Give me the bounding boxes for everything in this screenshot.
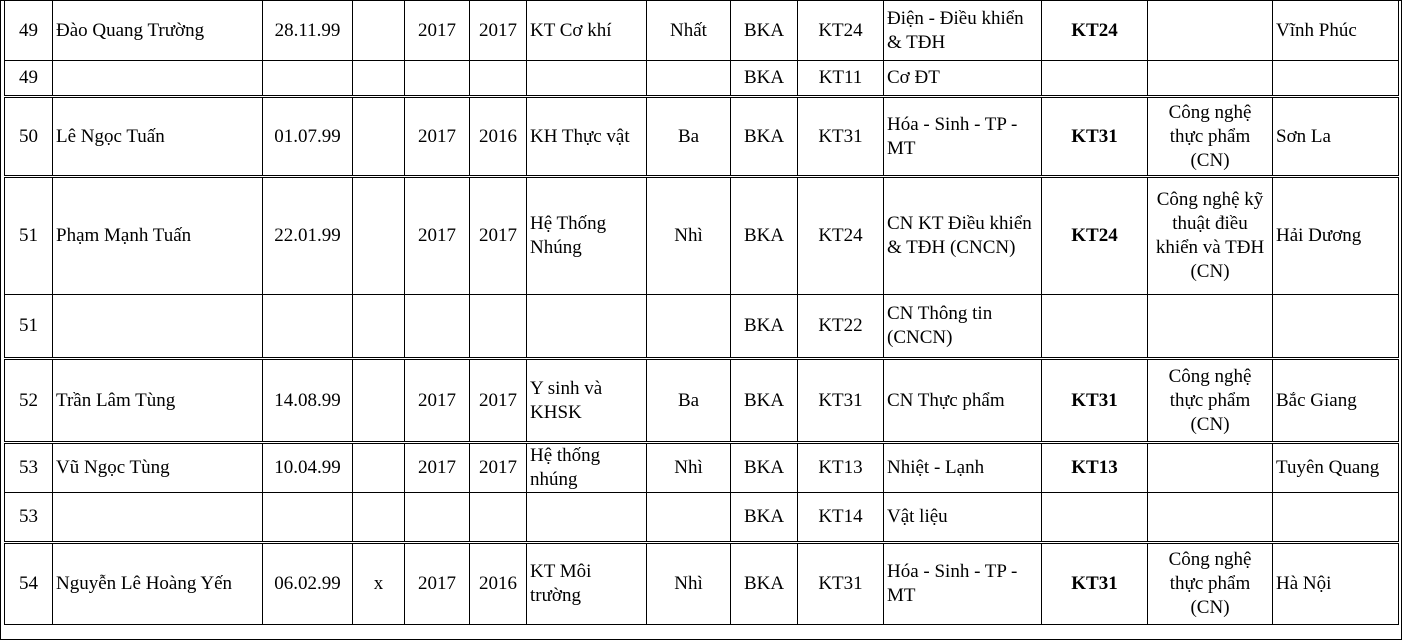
major-cell: KT Cơ khí xyxy=(527,1,647,61)
province-cell: Tuyên Quang xyxy=(1273,443,1399,493)
year2-cell: 2017 xyxy=(470,177,527,295)
province-cell xyxy=(1273,295,1399,359)
prize-cell: Ba xyxy=(647,97,731,177)
code-cell: KT24 xyxy=(798,1,884,61)
province-cell: Hà Nội xyxy=(1273,543,1399,625)
year1-cell xyxy=(405,61,470,97)
year1-cell: 2017 xyxy=(405,177,470,295)
school-cell: BKA xyxy=(731,543,798,625)
province-cell: Sơn La xyxy=(1273,97,1399,177)
program-cell: Hóa - Sinh - TP - MT xyxy=(884,543,1042,625)
year2-cell: 2017 xyxy=(470,359,527,443)
school-cell: BKA xyxy=(731,1,798,61)
stt-cell: 54 xyxy=(5,543,53,625)
mark-cell xyxy=(353,97,405,177)
name-cell: Nguyễn Lê Hoàng Yến xyxy=(53,543,263,625)
school-cell: BKA xyxy=(731,97,798,177)
mark-cell xyxy=(353,359,405,443)
stt-cell: 49 xyxy=(5,1,53,61)
school-cell: BKA xyxy=(731,493,798,543)
chosen-cell xyxy=(1042,61,1148,97)
table-row xyxy=(5,295,1399,359)
mark-cell xyxy=(353,177,405,295)
prize-cell: Nhì xyxy=(647,543,731,625)
name-cell: Trần Lâm Tùng xyxy=(53,359,263,443)
prize-cell xyxy=(647,493,731,543)
chosen-cell: KT31 xyxy=(1042,543,1148,625)
major-cell: KT Môi trường xyxy=(527,543,647,625)
year2-cell xyxy=(470,493,527,543)
major-cell xyxy=(527,61,647,97)
code-cell: KT11 xyxy=(798,61,884,97)
stt-cell: 53 xyxy=(5,493,53,543)
year2-cell xyxy=(470,61,527,97)
name-cell xyxy=(53,295,263,359)
table-row xyxy=(5,359,1399,443)
dob-cell: 22.01.99 xyxy=(263,177,353,295)
dob-cell xyxy=(263,295,353,359)
year1-cell: 2017 xyxy=(405,543,470,625)
program-cell: CN KT Điều khiển & TĐH (CNCN) xyxy=(884,177,1042,295)
school-cell: BKA xyxy=(731,443,798,493)
code-cell: KT13 xyxy=(798,443,884,493)
prize-cell xyxy=(647,61,731,97)
program-cell: Điện - Điều khiển & TĐH xyxy=(884,1,1042,61)
prize-cell: Nhì xyxy=(647,443,731,493)
province-cell xyxy=(1273,493,1399,543)
code-cell: KT24 xyxy=(798,177,884,295)
table-row xyxy=(5,61,1399,97)
stt-cell: 49 xyxy=(5,61,53,97)
year2-cell: 2017 xyxy=(470,1,527,61)
mark-cell xyxy=(353,493,405,543)
school-cell: BKA xyxy=(731,177,798,295)
major-cell xyxy=(527,493,647,543)
program-cell: Vật liệu xyxy=(884,493,1042,543)
mark-cell: x xyxy=(353,543,405,625)
code-cell: KT14 xyxy=(798,493,884,543)
alt-program-cell xyxy=(1148,295,1273,359)
program-cell: Cơ ĐT xyxy=(884,61,1042,97)
alt-program-cell: Công nghệ thực phẩm (CN) xyxy=(1148,359,1273,443)
major-cell: Hệ Thống Nhúng xyxy=(527,177,647,295)
name-cell xyxy=(53,61,263,97)
mark-cell xyxy=(353,61,405,97)
province-cell: Vĩnh Phúc xyxy=(1273,1,1399,61)
mark-cell xyxy=(353,443,405,493)
prize-cell: Ba xyxy=(647,359,731,443)
dob-cell xyxy=(263,493,353,543)
dob-cell: 10.04.99 xyxy=(263,443,353,493)
school-cell: BKA xyxy=(731,61,798,97)
year1-cell: 2017 xyxy=(405,359,470,443)
school-cell: BKA xyxy=(731,359,798,443)
major-cell: Y sinh và KHSK xyxy=(527,359,647,443)
chosen-cell xyxy=(1042,295,1148,359)
year1-cell: 2017 xyxy=(405,1,470,61)
name-cell xyxy=(53,493,263,543)
stt-cell: 53 xyxy=(5,443,53,493)
table-row xyxy=(5,97,1399,177)
stt-cell: 51 xyxy=(5,177,53,295)
year2-cell: 2016 xyxy=(470,543,527,625)
chosen-cell: KT24 xyxy=(1042,177,1148,295)
alt-program-cell xyxy=(1148,1,1273,61)
chosen-cell: KT31 xyxy=(1042,359,1148,443)
school-cell: BKA xyxy=(731,295,798,359)
alt-program-cell xyxy=(1148,493,1273,543)
dob-cell: 01.07.99 xyxy=(263,97,353,177)
year2-cell: 2017 xyxy=(470,443,527,493)
prize-cell: Nhất xyxy=(647,1,731,61)
mark-cell xyxy=(353,1,405,61)
name-cell: Vũ Ngọc Tùng xyxy=(53,443,263,493)
program-cell: CN Thông tin (CNCN) xyxy=(884,295,1042,359)
year1-cell: 2017 xyxy=(405,443,470,493)
code-cell: KT31 xyxy=(798,543,884,625)
prize-cell: Nhì xyxy=(647,177,731,295)
program-cell: Hóa - Sinh - TP - MT xyxy=(884,97,1042,177)
code-cell: KT31 xyxy=(798,97,884,177)
table-row xyxy=(5,1,1399,61)
year1-cell xyxy=(405,295,470,359)
year2-cell: 2016 xyxy=(470,97,527,177)
prize-cell xyxy=(647,295,731,359)
dob-cell: 06.02.99 xyxy=(263,543,353,625)
table-row xyxy=(5,177,1399,295)
student-table xyxy=(4,0,1399,625)
table-row xyxy=(5,443,1399,493)
dob-cell: 14.08.99 xyxy=(263,359,353,443)
year1-cell: 2017 xyxy=(405,97,470,177)
alt-program-cell: Công nghệ thực phẩm (CN) xyxy=(1148,543,1273,625)
province-cell: Hải Dương xyxy=(1273,177,1399,295)
chosen-cell: KT13 xyxy=(1042,443,1148,493)
stt-cell: 52 xyxy=(5,359,53,443)
name-cell: Phạm Mạnh Tuấn xyxy=(53,177,263,295)
table-row xyxy=(5,493,1399,543)
name-cell: Lê Ngọc Tuấn xyxy=(53,97,263,177)
major-cell: Hệ thống nhúng xyxy=(527,443,647,493)
major-cell: KH Thực vật xyxy=(527,97,647,177)
dob-cell: 28.11.99 xyxy=(263,1,353,61)
code-cell: KT31 xyxy=(798,359,884,443)
table-row xyxy=(5,543,1399,625)
dob-cell xyxy=(263,61,353,97)
year2-cell xyxy=(470,295,527,359)
chosen-cell: KT31 xyxy=(1042,97,1148,177)
province-cell: Bắc Giang xyxy=(1273,359,1399,443)
alt-program-cell xyxy=(1148,61,1273,97)
alt-program-cell: Công nghệ kỹ thuật điều khiển và TĐH (CN) xyxy=(1148,177,1273,295)
program-cell: Nhiệt - Lạnh xyxy=(884,443,1042,493)
stt-cell: 50 xyxy=(5,97,53,177)
chosen-cell xyxy=(1042,493,1148,543)
code-cell: KT22 xyxy=(798,295,884,359)
year1-cell xyxy=(405,493,470,543)
chosen-cell: KT24 xyxy=(1042,1,1148,61)
mark-cell xyxy=(353,295,405,359)
alt-program-cell: Công nghệ thực phẩm (CN) xyxy=(1148,97,1273,177)
name-cell: Đào Quang Trường xyxy=(53,1,263,61)
province-cell xyxy=(1273,61,1399,97)
program-cell: CN Thực phẩm xyxy=(884,359,1042,443)
stt-cell: 51 xyxy=(5,295,53,359)
major-cell xyxy=(527,295,647,359)
alt-program-cell xyxy=(1148,443,1273,493)
